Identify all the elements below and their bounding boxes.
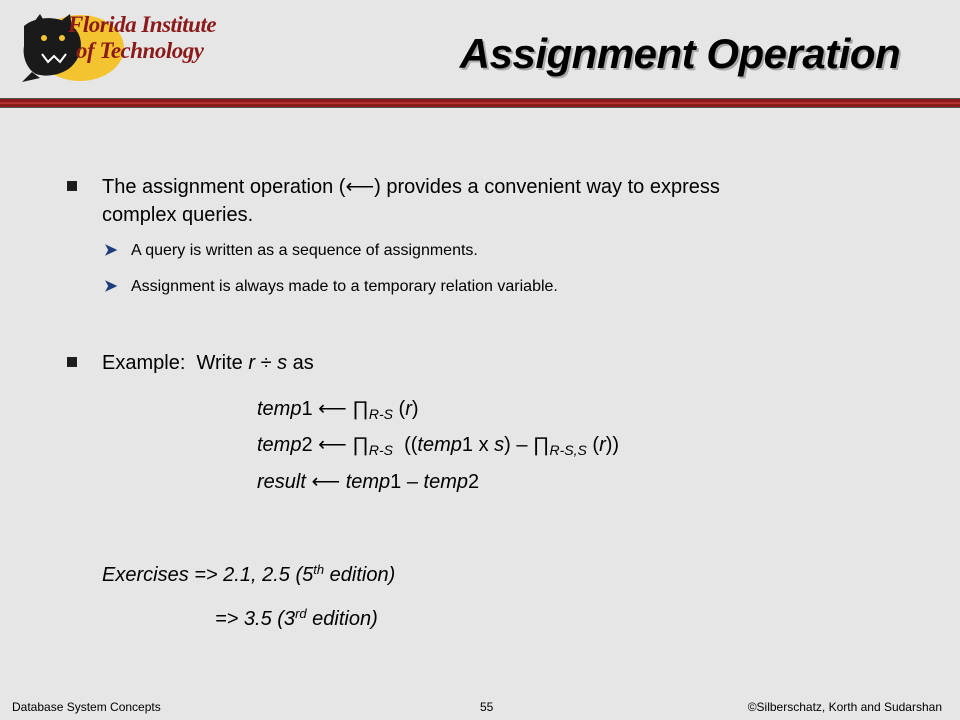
math-var: s bbox=[494, 434, 505, 456]
slide-title: Assignment Operation bbox=[459, 30, 901, 77]
sub-bullet-text: Assignment is always made to a temporary relation variable. bbox=[131, 278, 558, 295]
projection-symbol: ∏ bbox=[352, 434, 369, 456]
arrow-bullet-icon: ➤ bbox=[104, 242, 118, 259]
exercises-line-2 bbox=[215, 606, 378, 631]
math-num: 1 bbox=[301, 398, 313, 420]
paren: ( bbox=[398, 398, 406, 420]
assign-arrow-icon: ⟵ bbox=[318, 434, 347, 456]
math-text: ) – bbox=[504, 434, 534, 456]
projection-symbol: ∏ bbox=[533, 434, 550, 456]
paren: (( bbox=[392, 434, 418, 456]
ordinal-suffix: rd bbox=[295, 606, 307, 621]
exercises-line-1 bbox=[102, 562, 395, 587]
math-var: temp bbox=[345, 471, 391, 493]
sub-bullet-text: A query is written as a sequence of assignments. bbox=[131, 242, 478, 259]
bullet-line: The assignment operation (⟵) provides a convenient way to express bbox=[102, 176, 720, 198]
assign-arrow-icon: ⟵ bbox=[311, 471, 341, 493]
bullet-square-icon bbox=[67, 181, 77, 191]
math-text: 1 x bbox=[461, 434, 495, 456]
example-bullet bbox=[102, 349, 314, 377]
projection-subscript: R-S bbox=[368, 406, 393, 422]
equation-temp1 bbox=[257, 396, 419, 422]
paren: ( bbox=[586, 434, 600, 456]
projection-subscript: R-S bbox=[368, 442, 393, 458]
paren: )) bbox=[605, 434, 620, 456]
paren: ) bbox=[411, 398, 419, 420]
var-r: r bbox=[248, 352, 256, 374]
bullet-line: complex queries. bbox=[102, 204, 254, 226]
exercise-text: edition) bbox=[306, 608, 378, 630]
math-var: r bbox=[405, 398, 412, 420]
math-var: temp bbox=[257, 434, 302, 456]
math-num: 2 bbox=[468, 471, 480, 493]
math-var: temp bbox=[417, 434, 462, 456]
bullet-text bbox=[102, 173, 720, 229]
equation-temp2 bbox=[257, 432, 619, 458]
assign-arrow-icon: ⟵ bbox=[318, 398, 347, 420]
exercise-text: => 3.5 (3 bbox=[215, 608, 296, 630]
exercise-text: edition) bbox=[324, 564, 396, 586]
exercise-text: Exercises => 2.1, 2.5 (5 bbox=[102, 564, 314, 586]
arrow-bullet-icon: ➤ bbox=[104, 278, 118, 295]
example-suffix: as bbox=[287, 352, 314, 374]
math-var: temp bbox=[257, 398, 302, 420]
math-num: 1 bbox=[390, 471, 402, 493]
logo-line-1: Florida Institute bbox=[68, 12, 217, 37]
footer-course-name: Database System Concepts bbox=[12, 700, 161, 714]
projection-subscript: R-S,S bbox=[549, 442, 587, 458]
ordinal-suffix: th bbox=[313, 562, 325, 577]
divide-symbol: ÷ bbox=[260, 352, 272, 374]
example-prefix: Example: Write bbox=[102, 352, 249, 374]
math-var: r bbox=[599, 434, 606, 456]
math-var: temp bbox=[423, 471, 469, 493]
footer-copyright: ©Silberschatz, Korth and Sudarshan bbox=[747, 700, 942, 714]
math-num: 2 bbox=[301, 434, 313, 456]
title-divider bbox=[0, 98, 960, 108]
bullet-square-icon bbox=[67, 357, 77, 367]
var-s: s bbox=[277, 352, 288, 374]
equation-result bbox=[257, 469, 479, 494]
minus-symbol: – bbox=[401, 471, 424, 493]
math-var: result bbox=[257, 471, 306, 493]
logo-line-2: of Technology bbox=[76, 38, 204, 63]
footer-page-number: 55 bbox=[480, 700, 494, 714]
projection-symbol: ∏ bbox=[352, 398, 369, 420]
